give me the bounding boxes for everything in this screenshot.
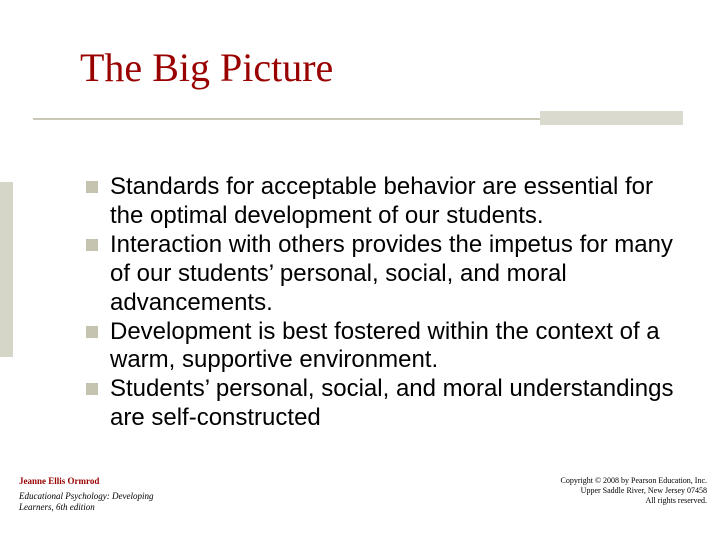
copyright-address: Upper Saddle River, New Jersey 07458 [580, 486, 707, 495]
bullet-text: Standards for acceptable behavior are essential for the optimal development of our students. [110, 173, 653, 229]
footer-book-title: Educational Psychology: Developing Learners, 6th edition [19, 491, 154, 512]
square-bullet-icon [86, 239, 98, 251]
bullet-text: Students’ personal, social, and moral understandings are self-constructed [110, 375, 674, 432]
square-bullet-icon [86, 326, 98, 338]
slide-title: The Big Picture [80, 45, 334, 90]
footer-copyright [467, 476, 707, 506]
copyright-line: Copyright © 2008 by Pearson Education, Inc. [560, 476, 707, 485]
bullet-item [86, 231, 686, 318]
bullet-text: Interaction with others provides the impetus for many of our students’ personal, social, and moral advancements. [110, 230, 673, 316]
bullet-item [86, 375, 686, 433]
bullet-item [86, 318, 686, 376]
bullet-item [86, 173, 686, 231]
bullet-text: Development is best fostered within the context of a warm, supportive environment. [110, 317, 660, 374]
bullet-list [86, 173, 686, 433]
left-decorative-bar [0, 182, 13, 357]
footer-author: Jeanne Ellis Ormrod [19, 476, 100, 486]
square-bullet-icon [86, 383, 98, 395]
footer-book-info [19, 476, 259, 513]
title-rule-accent-block [540, 111, 683, 125]
square-bullet-icon [86, 181, 98, 193]
copyright-rights: All rights reserved. [645, 496, 707, 505]
